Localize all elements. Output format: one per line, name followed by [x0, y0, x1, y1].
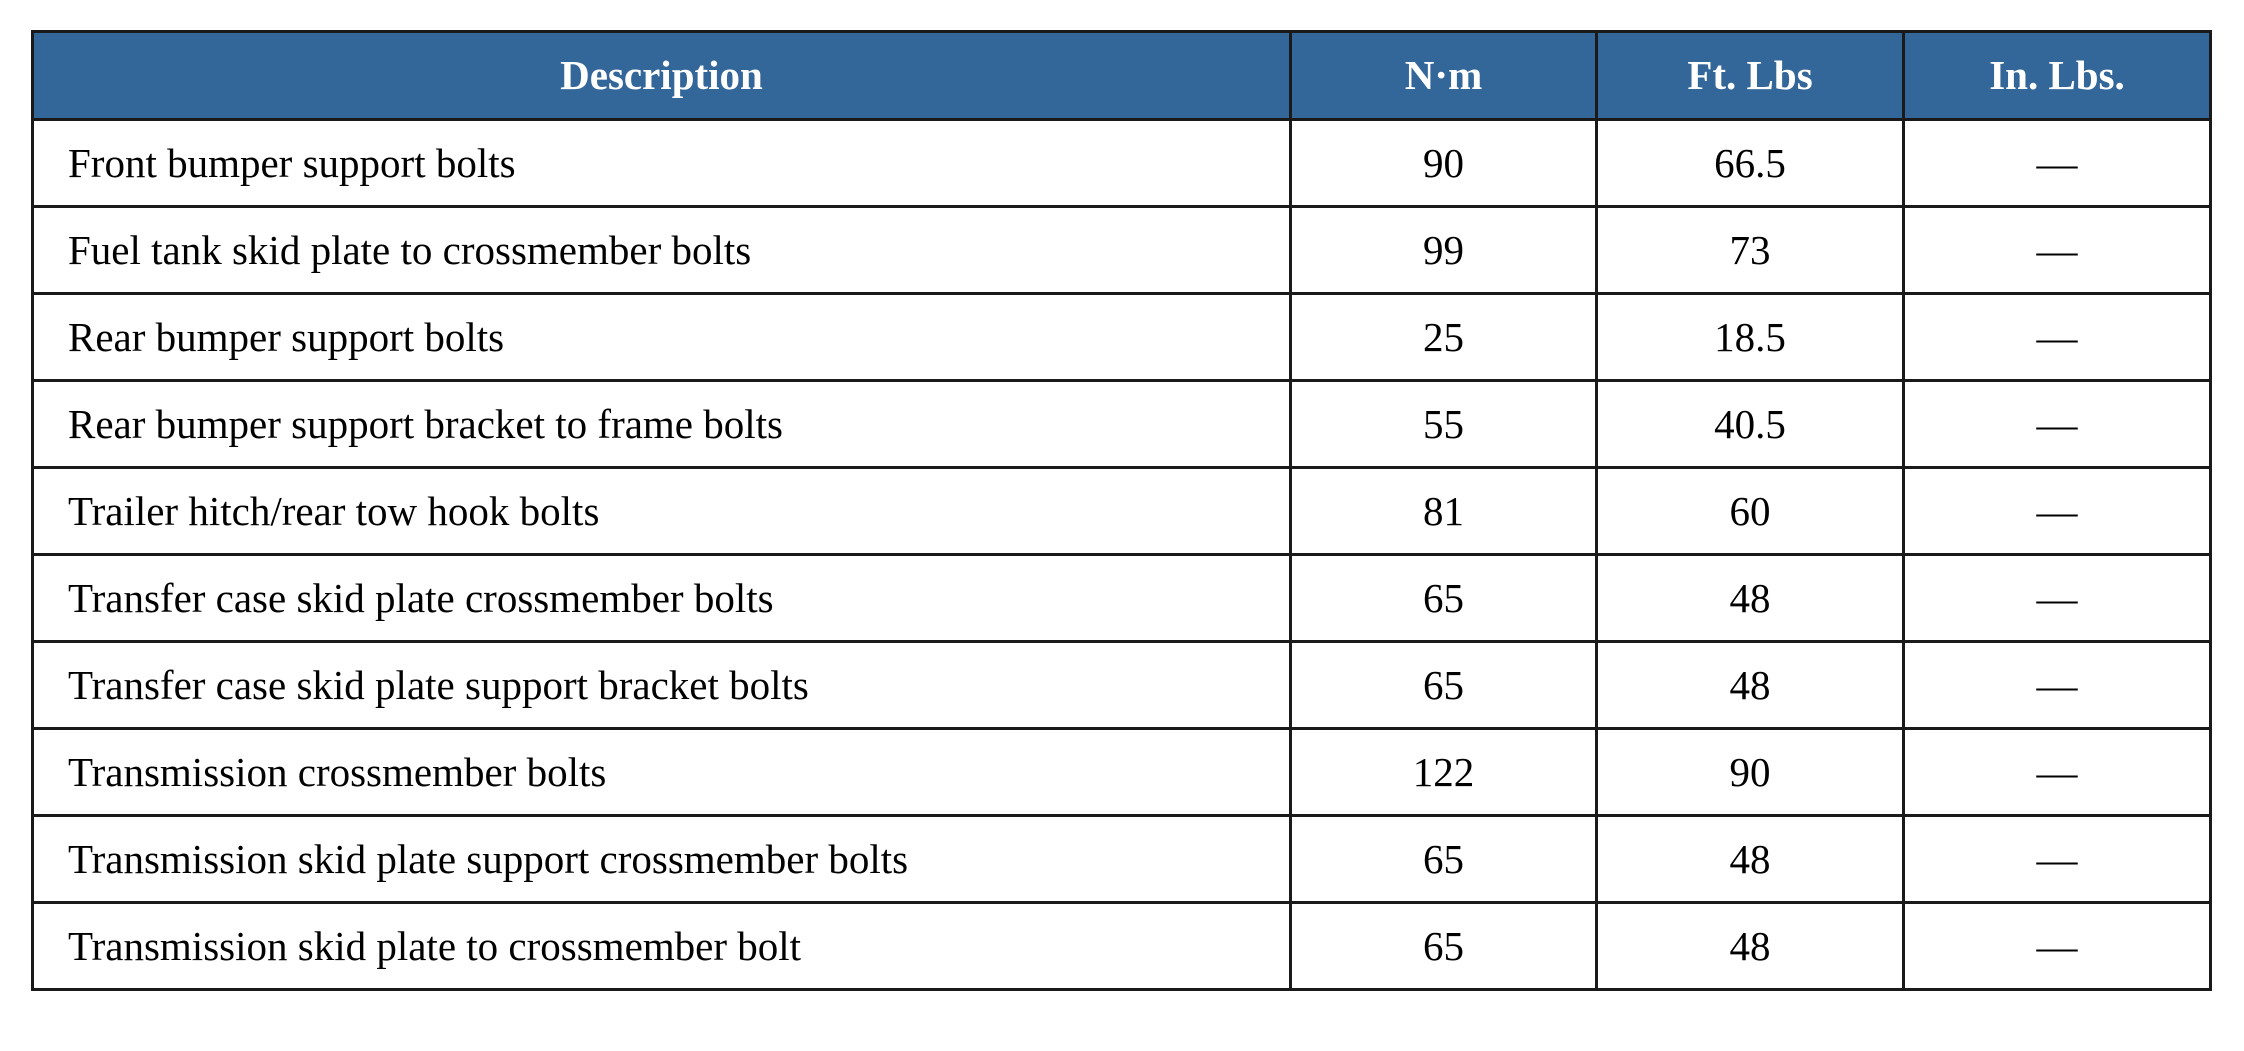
table-row — [33, 381, 2211, 468]
table-header — [33, 32, 2211, 120]
cell-newton-meters: 65 — [1291, 642, 1597, 729]
cell-inch-pounds: — — [1904, 816, 2211, 903]
header-description: Description — [33, 32, 1291, 120]
table-row — [33, 903, 2211, 990]
cell-inch-pounds: — — [1904, 729, 2211, 816]
torque-spec-table — [31, 30, 2212, 991]
table-row — [33, 816, 2211, 903]
cell-newton-meters: 55 — [1291, 381, 1597, 468]
table-row — [33, 120, 2211, 207]
cell-inch-pounds: — — [1904, 207, 2211, 294]
table-row — [33, 294, 2211, 381]
cell-foot-pounds: 48 — [1597, 555, 1904, 642]
table-row — [33, 468, 2211, 555]
cell-description: Transmission skid plate support crossmember bolts — [33, 816, 1291, 903]
cell-description: Rear bumper support bracket to frame bolts — [33, 381, 1291, 468]
cell-foot-pounds: 60 — [1597, 468, 1904, 555]
cell-inch-pounds: — — [1904, 294, 2211, 381]
cell-newton-meters: 65 — [1291, 903, 1597, 990]
cell-foot-pounds: 73 — [1597, 207, 1904, 294]
cell-description: Rear bumper support bolts — [33, 294, 1291, 381]
cell-inch-pounds: — — [1904, 903, 2211, 990]
table-row — [33, 555, 2211, 642]
cell-description: Transmission skid plate to crossmember bolt — [33, 903, 1291, 990]
table-body — [33, 120, 2211, 990]
cell-inch-pounds: — — [1904, 642, 2211, 729]
cell-newton-meters: 122 — [1291, 729, 1597, 816]
header-foot-pounds: Ft. Lbs — [1597, 32, 1904, 120]
table-row — [33, 729, 2211, 816]
cell-foot-pounds: 40.5 — [1597, 381, 1904, 468]
cell-newton-meters: 25 — [1291, 294, 1597, 381]
cell-newton-meters: 81 — [1291, 468, 1597, 555]
cell-description: Fuel tank skid plate to crossmember bolts — [33, 207, 1291, 294]
cell-inch-pounds: — — [1904, 468, 2211, 555]
cell-foot-pounds: 48 — [1597, 816, 1904, 903]
cell-newton-meters: 65 — [1291, 555, 1597, 642]
cell-description: Transmission crossmember bolts — [33, 729, 1291, 816]
cell-description: Front bumper support bolts — [33, 120, 1291, 207]
cell-foot-pounds: 90 — [1597, 729, 1904, 816]
cell-foot-pounds: 48 — [1597, 642, 1904, 729]
cell-description: Transfer case skid plate support bracket bolts — [33, 642, 1291, 729]
cell-newton-meters: 90 — [1291, 120, 1597, 207]
cell-foot-pounds: 18.5 — [1597, 294, 1904, 381]
cell-foot-pounds: 48 — [1597, 903, 1904, 990]
cell-inch-pounds: — — [1904, 555, 2211, 642]
cell-description: Transfer case skid plate crossmember bolts — [33, 555, 1291, 642]
cell-newton-meters: 99 — [1291, 207, 1597, 294]
header-newton-meters: N·m — [1291, 32, 1597, 120]
cell-inch-pounds: — — [1904, 120, 2211, 207]
header-inch-pounds: In. Lbs. — [1904, 32, 2211, 120]
cell-foot-pounds: 66.5 — [1597, 120, 1904, 207]
table-row — [33, 207, 2211, 294]
table-row — [33, 642, 2211, 729]
header-row — [33, 32, 2211, 120]
cell-newton-meters: 65 — [1291, 816, 1597, 903]
cell-inch-pounds: — — [1904, 381, 2211, 468]
cell-description: Trailer hitch/rear tow hook bolts — [33, 468, 1291, 555]
